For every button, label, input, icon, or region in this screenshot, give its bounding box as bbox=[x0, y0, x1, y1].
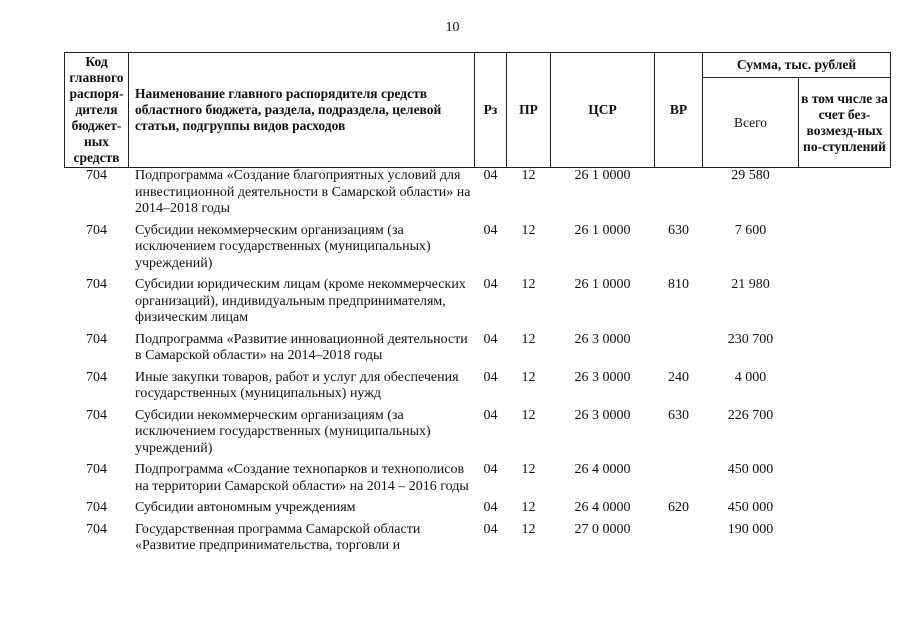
cell-free bbox=[799, 332, 891, 370]
header-pr: ПР bbox=[507, 53, 551, 168]
cell-free bbox=[799, 277, 891, 332]
cell-code: 704 bbox=[86, 462, 107, 477]
table-row bbox=[65, 500, 891, 522]
header-free: в том числе за счет без-возмезд-ных по-ступлений bbox=[799, 78, 891, 168]
cell-name: Подпрограмма «Создание технопарков и технополисов на территории Самарской области» на 2014 – 2016 годы bbox=[135, 462, 469, 494]
cell-free bbox=[799, 522, 891, 560]
table-row bbox=[65, 370, 891, 408]
cell-code: 704 bbox=[86, 369, 107, 385]
cell-name: Субсидии некоммерческим организациям (за исключением государственных (муниципальных) учреждений) bbox=[135, 222, 431, 271]
cell-vr: 620 bbox=[668, 500, 689, 515]
cell-total: 7 600 bbox=[734, 222, 767, 238]
header-sum-group: Сумма, тыс. рублей bbox=[703, 53, 891, 78]
cell-vr: 630 bbox=[668, 222, 689, 238]
cell-total: 21 980 bbox=[731, 277, 770, 292]
page-number: 10 bbox=[445, 20, 460, 35]
cell-pr: 12 bbox=[521, 407, 536, 423]
cell-total: 450 000 bbox=[727, 462, 774, 477]
cell-name: Государственная программа Самарской области «Развитие предпринимательства, торговли и bbox=[135, 521, 421, 553]
cell-total: 29 580 bbox=[731, 168, 770, 183]
cell-csr: 27 0 0000 bbox=[574, 521, 631, 537]
cell-vr bbox=[655, 168, 703, 223]
cell-name: Субсидии автономным учреждениям bbox=[135, 500, 356, 515]
cell-pr: 12 bbox=[521, 500, 536, 515]
table-header bbox=[65, 53, 891, 168]
cell-name: Субсидии юридическим лицам (кроме некоммерческих организаций), индивидуальным предпринимателям, физическим лицам bbox=[135, 277, 466, 325]
table-row bbox=[65, 408, 891, 463]
header-csr: ЦСР bbox=[551, 53, 655, 168]
cell-free bbox=[799, 408, 891, 463]
cell-vr: 810 bbox=[668, 277, 689, 292]
table-row bbox=[65, 332, 891, 370]
cell-name: Субсидии некоммерческим организациям (за исключением государственных (муниципальных) учреждений) bbox=[135, 407, 431, 456]
cell-csr: 26 3 0000 bbox=[574, 407, 631, 423]
budget-table bbox=[64, 52, 891, 560]
cell-vr bbox=[655, 332, 703, 370]
cell-pr: 12 bbox=[521, 168, 536, 183]
cell-free bbox=[799, 370, 891, 408]
cell-pr: 12 bbox=[521, 222, 536, 238]
cell-pr: 12 bbox=[521, 331, 536, 347]
cell-free bbox=[799, 462, 891, 500]
cell-code: 704 bbox=[86, 521, 107, 537]
cell-rz: 04 bbox=[483, 462, 498, 477]
cell-name: Подпрограмма «Развитие инновационной деятельности в Самарской области» на 2014–2018 годы bbox=[135, 331, 468, 363]
cell-csr: 26 3 0000 bbox=[574, 331, 631, 347]
cell-rz: 04 bbox=[483, 277, 498, 292]
cell-free bbox=[799, 500, 891, 522]
cell-pr: 12 bbox=[521, 277, 536, 292]
header-rz: Рз bbox=[475, 53, 507, 168]
cell-rz: 04 bbox=[483, 369, 498, 385]
cell-code: 704 bbox=[86, 407, 107, 423]
cell-name: Иные закупки товаров, работ и услуг для обеспечения государственных (муниципальных) нужд bbox=[135, 369, 459, 401]
header-vr: ВР bbox=[655, 53, 703, 168]
cell-name: Подпрограмма «Создание благоприятных условий для инвестиционной деятельности в Самарской области» на 2014–2018 годы bbox=[135, 168, 471, 216]
cell-rz: 04 bbox=[483, 168, 498, 183]
cell-pr: 12 bbox=[521, 369, 536, 385]
cell-csr: 26 3 0000 bbox=[574, 369, 631, 385]
cell-pr: 12 bbox=[521, 521, 536, 537]
header-code: Код главного распоря-дителя бюджет-ных средств bbox=[65, 53, 129, 168]
cell-vr bbox=[655, 522, 703, 560]
cell-csr: 26 1 0000 bbox=[574, 168, 631, 183]
cell-code: 704 bbox=[86, 331, 107, 347]
table-row bbox=[65, 522, 891, 560]
cell-rz: 04 bbox=[483, 521, 498, 537]
table-row bbox=[65, 223, 891, 278]
cell-pr: 12 bbox=[521, 462, 536, 477]
cell-code: 704 bbox=[86, 277, 107, 292]
table-body bbox=[65, 168, 891, 560]
table-row bbox=[65, 168, 891, 223]
header-total: Всего bbox=[703, 78, 799, 168]
cell-rz: 04 bbox=[483, 222, 498, 238]
cell-csr: 26 1 0000 bbox=[574, 277, 631, 292]
cell-code: 704 bbox=[86, 168, 107, 183]
table-row bbox=[65, 277, 891, 332]
cell-vr bbox=[655, 462, 703, 500]
cell-free bbox=[799, 168, 891, 223]
cell-csr: 26 4 0000 bbox=[574, 500, 631, 515]
cell-vr: 630 bbox=[668, 407, 689, 423]
cell-free bbox=[799, 223, 891, 278]
cell-total: 450 000 bbox=[727, 500, 774, 515]
cell-rz: 04 bbox=[483, 407, 498, 423]
cell-code: 704 bbox=[86, 222, 107, 238]
header-name: Наименование главного распорядителя средств областного бюджета, раздела, подраздела, целевой статьи, подгруппы видов расходов bbox=[129, 53, 475, 168]
cell-total: 190 000 bbox=[727, 521, 774, 537]
cell-code: 704 bbox=[86, 500, 107, 515]
cell-total: 4 000 bbox=[734, 369, 767, 385]
cell-rz: 04 bbox=[483, 331, 498, 347]
cell-total: 226 700 bbox=[727, 407, 774, 423]
cell-csr: 26 1 0000 bbox=[574, 222, 631, 238]
cell-total: 230 700 bbox=[727, 331, 774, 347]
cell-vr: 240 bbox=[668, 369, 689, 385]
cell-csr: 26 4 0000 bbox=[574, 462, 631, 477]
table-row bbox=[65, 462, 891, 500]
cell-rz: 04 bbox=[483, 500, 498, 515]
